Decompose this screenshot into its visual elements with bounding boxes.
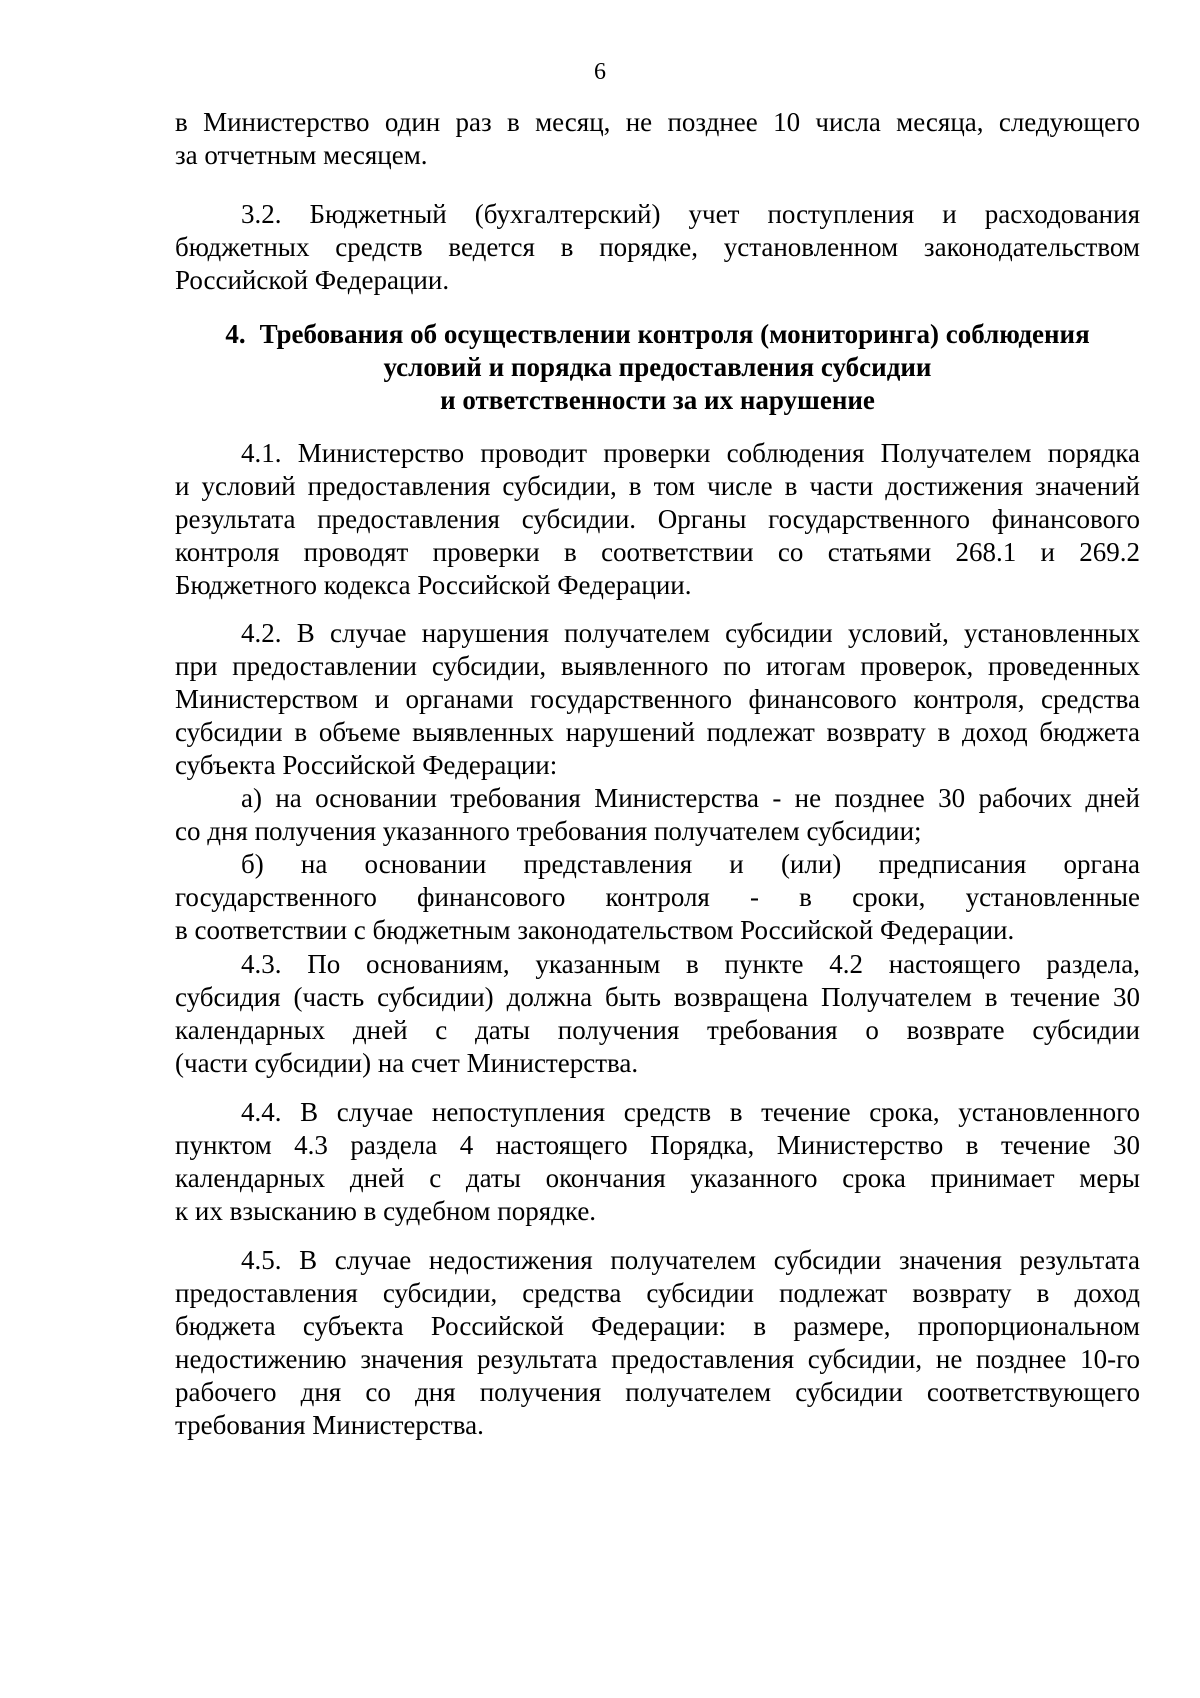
text-line: результата предоставления субсидии. Органы государственного финансового xyxy=(175,504,1140,534)
paragraph-4-4 xyxy=(175,1096,1140,1228)
text-line: субсидии в объеме выявленных нарушений подлежат возврату в доход бюджета xyxy=(175,717,1140,747)
text-line: Бюджетного кодекса Российской Федерации. xyxy=(175,570,692,600)
page-number: 6 xyxy=(594,59,606,85)
heading-line: условий и порядка предоставления субсидии xyxy=(383,352,932,382)
section-4-heading xyxy=(175,318,1140,417)
heading-line xyxy=(175,318,1140,351)
text-line: требования Министерства. xyxy=(175,1410,484,1440)
section-number: 4. xyxy=(225,319,246,349)
list-item-b-line: в соответствии с бюджетным законодательством Российской Федерации. xyxy=(175,915,1015,945)
list-item-a-line: со дня получения указанного требования получателем субсидии; xyxy=(175,816,922,846)
text-line: 4.4. В случае непоступления средств в течение срока, установленного xyxy=(241,1097,1140,1127)
text-line: при предоставлении субсидии, выявленного по итогам проверок, проведенных xyxy=(175,651,1140,681)
text-line: календарных дней с даты получения требования о возврате субсидии xyxy=(175,1015,1140,1045)
text-line: недостижению значения результата предоставления субсидии, не позднее 10-го xyxy=(175,1344,1140,1374)
text-line: рабочего дня со дня получения получателем субсидии соответствующего xyxy=(175,1377,1140,1407)
text-line: в Министерство один раз в месяц, не позднее 10 числа месяца, следующего xyxy=(175,107,1140,137)
paragraph-4-1 xyxy=(175,437,1140,602)
text-line: Российской Федерации. xyxy=(175,265,450,295)
paragraph-4-2 xyxy=(175,617,1140,947)
text-line: субъекта Российской Федерации: xyxy=(175,750,558,780)
text-line: контроля проводят проверки в соответствии со статьями 268.1 и 269.2 xyxy=(175,537,1140,567)
paragraph-4-5 xyxy=(175,1244,1140,1442)
paragraph-4-3 xyxy=(175,948,1140,1080)
text-line: (части субсидии) на счет Министерства. xyxy=(175,1048,639,1078)
text-line: предоставления субсидии, средства субсидии подлежат возврату в доход xyxy=(175,1278,1140,1308)
text-line: 4.3. По основаниям, указанным в пункте 4.2 настоящего раздела, xyxy=(241,949,1140,979)
text-line: 4.5. В случае недостижения получателем субсидии значения результата xyxy=(241,1245,1140,1275)
text-line: календарных дней с даты окончания указанного срока принимает меры xyxy=(175,1163,1140,1193)
list-item-b-line: б) на основании представления и (или) предписания органа xyxy=(241,849,1140,879)
heading-line: и ответственности за их нарушение xyxy=(440,385,875,415)
list-item-a-line: а) на основании требования Министерства - не позднее 30 рабочих дней xyxy=(241,783,1140,813)
text-line: субсидия (часть субсидии) должна быть возвращена Получателем в течение 30 xyxy=(175,982,1140,1012)
heading-text: Требования об осуществлении контроля (мониторинга) соблюдения xyxy=(259,319,1090,349)
text-line: за отчетным месяцем. xyxy=(175,140,428,170)
text-line: к их взысканию в судебном порядке. xyxy=(175,1196,597,1226)
text-line: бюджета субъекта Российской Федерации: в размере, пропорциональном xyxy=(175,1311,1140,1341)
text-line: бюджетных средств ведется в порядке, установленном законодательством xyxy=(175,232,1140,262)
intro-paragraph xyxy=(175,106,1140,172)
text-line: 3.2. Бюджетный (бухгалтерский) учет поступления и расходования xyxy=(241,199,1140,229)
text-line: Министерством и органами государственного финансового контроля, средства xyxy=(175,684,1140,714)
text-line: 4.1. Министерство проводит проверки соблюдения Получателем порядка xyxy=(241,438,1140,468)
text-line: 4.2. В случае нарушения получателем субсидии условий, установленных xyxy=(241,618,1140,648)
text-line: и условий предоставления субсидии, в том числе в части достижения значений xyxy=(175,471,1140,501)
text-line: пунктом 4.3 раздела 4 настоящего Порядка, Министерство в течение 30 xyxy=(175,1130,1140,1160)
paragraph-3-2 xyxy=(175,198,1140,297)
list-item-b-line: государственного финансового контроля - в сроки, установленные xyxy=(175,882,1140,912)
